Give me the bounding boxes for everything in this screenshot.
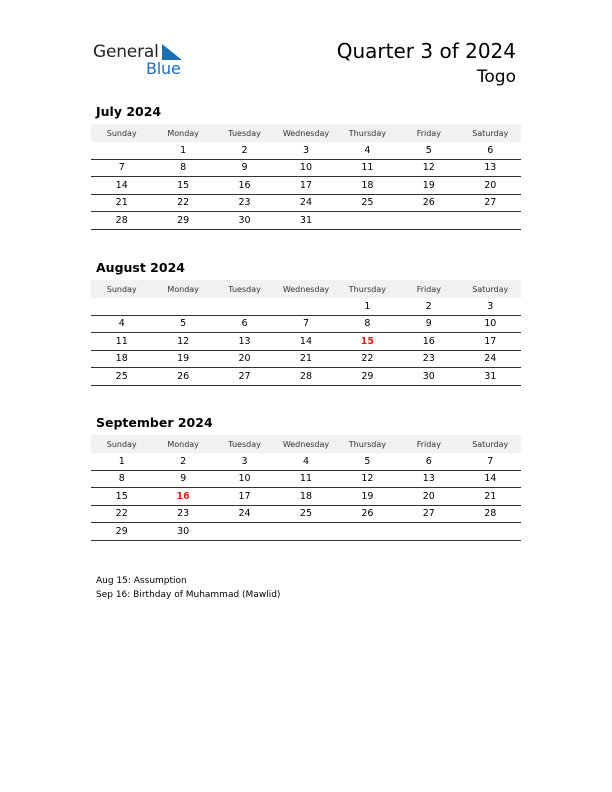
- holiday-note: Aug 15: Assumption: [96, 576, 187, 586]
- day-cell: 26: [361, 508, 374, 520]
- weekday-label: Wednesday: [282, 439, 330, 449]
- day-cell: 31: [484, 370, 497, 382]
- week-row: [91, 453, 521, 471]
- week-row: [91, 298, 521, 316]
- day-cell: 1: [118, 455, 125, 467]
- day-cell: 16: [238, 179, 251, 191]
- day-cell: 8: [364, 318, 371, 330]
- weekday-label: Tuesday: [228, 128, 261, 138]
- day-cell: 11: [115, 335, 128, 347]
- day-cell: 20: [238, 353, 251, 365]
- day-cell: 15: [115, 490, 128, 502]
- day-cell: 24: [238, 508, 251, 520]
- day-cell: 5: [425, 144, 432, 156]
- day-cell: 1: [364, 300, 371, 312]
- holiday-day-cell: 16: [176, 490, 190, 502]
- day-cell: 23: [238, 197, 251, 209]
- day-cell: 25: [299, 508, 313, 520]
- day-cell: 18: [361, 179, 374, 191]
- day-cell: 7: [302, 318, 309, 330]
- day-cell: 15: [177, 179, 190, 191]
- day-cell: 19: [422, 179, 435, 191]
- weekday-label: Thursday: [348, 128, 386, 138]
- day-cell: 20: [422, 490, 435, 502]
- day-cell: 12: [361, 473, 374, 485]
- day-cell: 11: [299, 473, 313, 485]
- weekday-label: Monday: [167, 284, 199, 294]
- day-cell: 16: [422, 335, 435, 347]
- month-august: [91, 260, 521, 386]
- week-row: [91, 195, 521, 213]
- day-cell: 31: [299, 214, 313, 226]
- logo-general-text: General: [93, 42, 159, 62]
- day-cell: 4: [364, 144, 371, 156]
- weekday-label: Friday: [416, 128, 441, 138]
- week-row: [91, 316, 521, 334]
- day-cell: 6: [241, 318, 248, 330]
- day-cell: 2: [425, 300, 432, 312]
- day-cell: 25: [115, 370, 128, 382]
- weekday-header-row: [91, 280, 521, 298]
- day-cell: 19: [177, 353, 190, 365]
- day-cell: 13: [422, 473, 435, 485]
- month-september: [91, 415, 521, 541]
- generalblue-logo: [93, 40, 193, 80]
- week-row: [91, 160, 521, 178]
- weekday-label: Sunday: [106, 128, 137, 138]
- day-cell: 29: [361, 370, 374, 382]
- weekday-label: Monday: [167, 439, 199, 449]
- day-cell: 7: [118, 162, 125, 174]
- day-cell: 14: [484, 473, 497, 485]
- page-title: Quarter 3 of 2024: [336, 39, 516, 63]
- day-cell: 10: [238, 473, 251, 485]
- day-cell: 29: [115, 525, 128, 537]
- day-cell: 8: [118, 473, 125, 485]
- day-cell: 22: [361, 353, 374, 365]
- weekday-label: Thursday: [348, 439, 386, 449]
- day-cell: 13: [238, 335, 251, 347]
- weekday-label: Tuesday: [228, 284, 261, 294]
- week-row: [91, 368, 521, 386]
- day-cell: 18: [299, 490, 313, 502]
- weekday-label: Thursday: [348, 284, 386, 294]
- day-cell: 9: [241, 162, 248, 174]
- month-july: [91, 104, 521, 230]
- day-cell: 4: [118, 318, 125, 330]
- day-cell: 3: [487, 300, 494, 312]
- day-cell: 24: [484, 353, 497, 365]
- day-cell: 6: [425, 455, 432, 467]
- day-cell: 8: [180, 162, 187, 174]
- weekday-header-row: [91, 124, 521, 142]
- logo-blue-text: Blue: [146, 59, 181, 78]
- weekday-label: Monday: [167, 128, 199, 138]
- day-cell: 27: [238, 370, 251, 382]
- day-cell: 29: [177, 214, 190, 226]
- week-row: [91, 506, 521, 524]
- day-cell: 26: [177, 370, 190, 382]
- day-cell: 21: [484, 490, 497, 502]
- day-cell: 11: [361, 162, 374, 174]
- logo-triangle-icon: [162, 44, 182, 60]
- day-cell: 7: [487, 455, 494, 467]
- day-cell: 21: [299, 353, 313, 365]
- week-row: [91, 212, 521, 230]
- day-cell: 12: [177, 335, 190, 347]
- day-cell: 1: [180, 144, 187, 156]
- weekday-label: Saturday: [472, 128, 509, 138]
- week-row: [91, 488, 521, 506]
- day-cell: 10: [299, 162, 313, 174]
- weekday-label: Wednesday: [282, 128, 330, 138]
- day-cell: 12: [422, 162, 435, 174]
- month-title: September 2024: [96, 415, 213, 430]
- day-cell: 14: [115, 179, 128, 191]
- day-cell: 19: [361, 490, 374, 502]
- day-cell: 23: [177, 508, 190, 520]
- weekday-label: Sunday: [106, 284, 137, 294]
- day-cell: 4: [302, 455, 309, 467]
- weekday-label: Saturday: [472, 284, 509, 294]
- day-cell: 25: [361, 197, 374, 209]
- day-cell: 23: [422, 353, 435, 365]
- day-cell: 26: [422, 197, 435, 209]
- holiday-notes: [96, 574, 280, 602]
- week-row: [91, 333, 521, 351]
- day-cell: 28: [299, 370, 313, 382]
- weekday-label: Wednesday: [282, 284, 330, 294]
- day-cell: 30: [177, 525, 190, 537]
- day-cell: 2: [180, 455, 187, 467]
- day-cell: 24: [299, 197, 313, 209]
- day-cell: 5: [364, 455, 371, 467]
- day-cell: 13: [484, 162, 497, 174]
- day-cell: 9: [180, 473, 187, 485]
- week-row: [91, 351, 521, 369]
- day-cell: 6: [487, 144, 494, 156]
- day-cell: 18: [115, 353, 128, 365]
- day-cell: 30: [238, 214, 251, 226]
- day-cell: 27: [484, 197, 497, 209]
- day-cell: 10: [484, 318, 497, 330]
- week-row: [91, 471, 521, 489]
- weekday-header-row: [91, 435, 521, 453]
- day-cell: 21: [115, 197, 128, 209]
- day-cell: 17: [299, 179, 313, 191]
- weekday-label: Friday: [416, 284, 441, 294]
- day-cell: 30: [422, 370, 435, 382]
- day-cell: 5: [180, 318, 187, 330]
- day-cell: 3: [302, 144, 309, 156]
- day-cell: 17: [484, 335, 497, 347]
- day-cell: 28: [484, 508, 497, 520]
- month-title: August 2024: [96, 260, 185, 275]
- day-cell: 22: [177, 197, 190, 209]
- week-row: [91, 523, 521, 541]
- country-name: Togo: [476, 67, 516, 87]
- day-cell: 9: [425, 318, 432, 330]
- day-cell: 3: [241, 455, 248, 467]
- day-cell: 14: [299, 335, 313, 347]
- holiday-day-cell: 15: [360, 335, 375, 347]
- week-row: [91, 177, 521, 195]
- day-cell: 27: [422, 508, 435, 520]
- month-title: July 2024: [96, 104, 162, 119]
- weekday-label: Sunday: [106, 439, 137, 449]
- day-cell: 20: [484, 179, 497, 191]
- weekday-label: Saturday: [472, 439, 509, 449]
- day-cell: 17: [238, 490, 251, 502]
- day-cell: 2: [241, 144, 248, 156]
- weekday-label: Tuesday: [228, 439, 261, 449]
- day-cell: 22: [115, 508, 128, 520]
- week-row: [91, 142, 521, 160]
- holiday-note: Sep 16: Birthday of Muhammad (Mawlid): [96, 590, 281, 600]
- weekday-label: Friday: [416, 439, 441, 449]
- day-cell: 28: [115, 214, 128, 226]
